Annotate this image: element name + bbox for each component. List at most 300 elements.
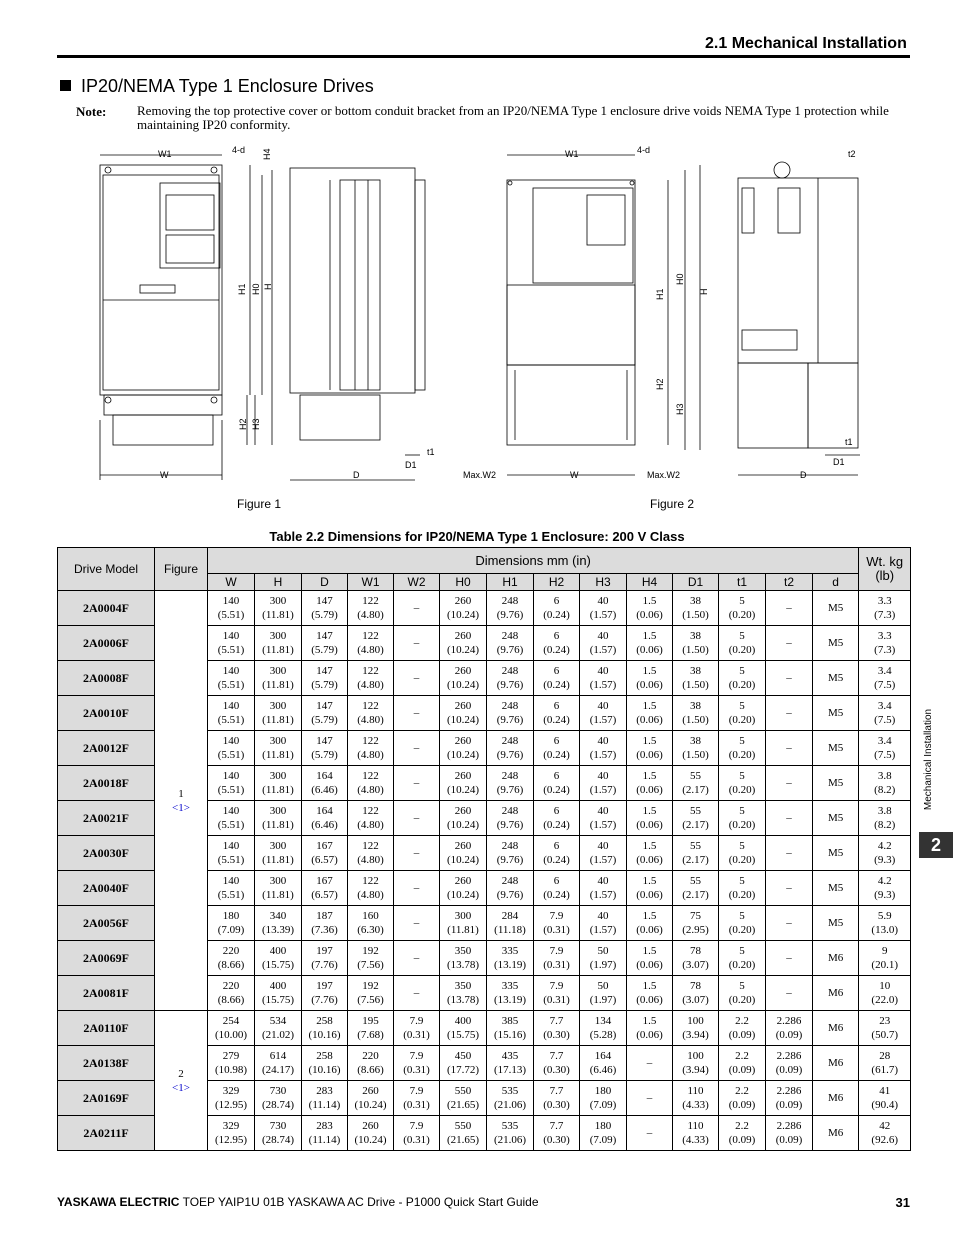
cell-mm: 220 [222,945,240,957]
footnote-ref-link[interactable]: <1> [172,801,190,814]
dimension-cell [766,871,813,906]
cell-in: (0.24) [543,784,570,796]
dimension-cell [255,591,302,626]
cell-mm: 300 [454,910,472,922]
cell-in: (9.76) [496,819,524,831]
dimension-cell [627,591,673,626]
cell-mm: 38 [690,665,701,677]
dimension-cell [302,1081,348,1116]
label-h0: H0 [251,283,261,295]
cell-mm: 329 [222,1120,240,1132]
weight-kg: 41 [879,1085,891,1097]
dimension-cell [208,591,255,626]
weight-kg: 9 [881,945,888,957]
cell-in: (6.46) [311,819,338,831]
dimension-cell [813,591,859,626]
drive-model-cell: 2A0069F [58,941,155,976]
note-label: Note: [76,104,107,119]
dimension-cell [348,1081,394,1116]
cell-in: (5.79) [311,749,338,761]
dimension-cell [302,906,348,941]
dimension-cell [580,766,627,801]
dimension-cell [487,661,534,696]
cell-mm: 400 [269,980,287,992]
column-header: t1 [719,574,766,591]
dimension-cell [255,1116,302,1151]
dimension-cell [487,1046,534,1081]
cell-mm: 180 [594,1120,612,1132]
cell-mm: 2.286 [776,1015,802,1027]
cell-mm: 7.9 [409,1015,424,1027]
cell-mm: 7.7 [549,1085,564,1097]
dimension-cell [580,1116,627,1151]
weight-kg: 3.4 [877,665,892,677]
dimension-cell [487,801,534,836]
cell-in: (0.06) [636,994,663,1006]
cell-in: (4.80) [357,609,384,621]
cell-in: (12.95) [214,1134,248,1146]
cell-mm: 38 [690,735,701,747]
dimension-cell [673,941,719,976]
cell-mm: M5 [827,637,844,649]
cell-mm: – [646,1057,653,1069]
dimension-cell [440,976,487,1011]
cell-in: (2.17) [682,889,709,901]
dimension-cell [255,1011,302,1046]
dimension-cell [719,976,766,1011]
dimension-cell [348,626,394,661]
cell-mm: 7.7 [549,1015,564,1027]
dimension-cell [627,941,673,976]
note-text: Removing the top protective cover or bottom conduit bracket from an IP20/NEMA Type 1 enclosure drive voids NEMA Type 1 protection while maintaining IP20 conformity. [137,103,889,132]
dimension-cell [487,1116,534,1151]
dimension-cell [208,871,255,906]
cell-in: (4.80) [357,644,384,656]
cell-mm: 300 [269,595,287,607]
cell-in: (1.97) [589,994,617,1006]
dimension-cell [534,1081,580,1116]
cell-mm: 6 [553,665,560,677]
dimension-cell [719,731,766,766]
cell-mm: 164 [316,805,333,817]
cell-in: (2.17) [682,784,709,796]
label-h-fig2: H [699,288,709,295]
cell-in: (11.81) [262,679,294,691]
cell-mm: 2.286 [776,1085,802,1097]
cell-mm: 40 [597,630,609,642]
dimension-cell [766,1046,813,1081]
cell-mm: 55 [690,770,701,782]
dimension-cell [766,591,813,626]
dimension-cell [302,976,348,1011]
square-bullet-icon [60,80,71,91]
column-header: D1 [673,574,719,591]
dimension-cell [534,591,580,626]
dimension-cell [255,801,302,836]
dimension-cell [719,906,766,941]
cell-mm: 335 [501,980,519,992]
dimension-cell [719,801,766,836]
label-t1: t1 [427,447,435,457]
cell-in: (10.24) [446,679,480,691]
cell-mm: M6 [827,1057,844,1069]
cell-in: (10.24) [354,1099,387,1111]
cell-mm: – [786,847,792,859]
label-h0-fig2: H0 [675,273,685,285]
cell-mm: 180 [222,910,240,922]
cell-in: (0.09) [728,1064,756,1076]
cell-in: (3.07) [682,994,709,1006]
cell-mm: M6 [827,952,844,964]
cell-mm: M6 [827,1022,844,1034]
footer-brand: YASKAWA ELECTRIC [57,1195,180,1209]
cell-in: (13.19) [493,994,527,1006]
column-header: D [302,574,348,591]
cell-in: (0.06) [636,679,663,691]
dimension-cell [534,696,580,731]
column-header: H0 [440,574,487,591]
cell-in: (5.51) [217,889,245,901]
dimension-cell [766,696,813,731]
dimension-cell [766,976,813,1011]
dimension-cell [580,801,627,836]
cell-in: (0.20) [728,609,756,621]
cell-in: (10.16) [308,1064,341,1076]
dimension-cell [813,696,859,731]
cell-mm: 260 [454,805,472,817]
cell-in: (9.76) [496,889,524,901]
cell-in: (4.80) [357,854,384,866]
cell-mm: 55 [690,805,701,817]
footnote-ref-link[interactable]: <1> [172,1081,190,1094]
dimension-cell [627,1046,673,1081]
dimension-cell [302,1116,348,1151]
cell-in: (1.57) [589,609,617,621]
drive-model-cell: 2A0012F [58,731,155,766]
cell-in: (7.36) [311,924,338,936]
dimension-cell [719,591,766,626]
cell-mm: 535 [501,1085,519,1097]
cell-in: (0.31) [543,994,570,1006]
dimension-cell [766,906,813,941]
cell-in: (1.57) [589,644,617,656]
dimension-cell [580,871,627,906]
cell-in: (15.75) [446,1029,480,1041]
weight-lb: (92.6) [871,1134,898,1146]
dimension-cell [440,836,487,871]
cell-mm: 6 [553,770,560,782]
dimension-cell [766,766,813,801]
cell-in: (10.16) [308,1029,341,1041]
cell-mm: 2.2 [735,1015,749,1027]
cell-in: (15.75) [261,994,295,1006]
dimension-cell [394,696,440,731]
cell-in: (6.57) [311,889,338,901]
cell-in: (1.50) [682,749,709,761]
cell-mm: – [413,742,420,754]
dimension-cell [813,906,859,941]
cell-mm: 248 [501,595,519,607]
label-h2-fig2: H2 [655,378,665,390]
cell-in: (4.80) [357,889,384,901]
weight-cell [859,906,911,941]
cell-in: (5.79) [311,644,338,656]
cell-mm: 100 [687,1050,704,1062]
weight-kg: 3.3 [877,595,892,607]
cell-mm: 300 [269,770,287,782]
dimension-cell [255,836,302,871]
weight-kg: 28 [879,1050,891,1062]
cell-in: (4.80) [357,679,384,691]
cell-in: (1.57) [589,854,617,866]
weight-cell [859,836,911,871]
dimension-cell [580,1046,627,1081]
cell-mm: 1.5 [642,875,657,887]
cell-in: (17.72) [446,1064,480,1076]
cell-mm: 1.5 [642,910,657,922]
weight-kg: 3.3 [877,630,892,642]
cell-in: (0.30) [543,1064,570,1076]
cell-in: (1.50) [682,714,709,726]
dimension-cell [255,1081,302,1116]
cell-in: (7.09) [589,1134,617,1146]
dimension-cell [440,731,487,766]
cell-mm: M5 [827,917,844,929]
table-row [58,591,911,626]
dimension-cell [255,696,302,731]
cell-mm: 5 [739,630,745,642]
cell-in: (0.30) [543,1134,570,1146]
cell-mm: 40 [597,875,609,887]
cell-mm: 550 [454,1085,472,1097]
dimension-cell [394,941,440,976]
dimension-cell [673,801,719,836]
cell-in: (0.30) [543,1029,570,1041]
header-figure: Figure [155,548,208,591]
label-4d-fig2: 4-d [637,145,651,155]
dimension-cell [394,1046,440,1081]
cell-mm: 7.9 [409,1085,424,1097]
cell-mm: 248 [501,875,519,887]
dimension-cell [348,731,394,766]
column-header: H2 [534,574,580,591]
dimension-cell [440,696,487,731]
cell-mm: 260 [362,1085,379,1097]
dimension-cell [440,1081,487,1116]
weight-lb: (9.3) [874,889,896,901]
cell-mm: 110 [687,1120,704,1132]
cell-mm: 167 [316,840,333,852]
cell-mm: 260 [454,700,472,712]
dimension-cell [208,976,255,1011]
weight-lb: (7.5) [874,714,896,726]
cell-in: (4.80) [357,714,384,726]
cell-mm: 140 [222,630,240,642]
label-t1-fig2: t1 [845,437,853,447]
cell-in: (0.06) [636,749,663,761]
cell-mm: 195 [362,1015,379,1027]
cell-in: (0.06) [636,784,663,796]
table-row [58,1011,911,1046]
dimension-cell [766,1011,813,1046]
cell-in: (0.31) [403,1134,430,1146]
dimension-cell [580,591,627,626]
label-w1: W1 [158,149,172,159]
cell-mm: 260 [454,665,472,677]
cell-in: (10.24) [446,784,480,796]
dimension-cell [534,1116,580,1151]
weight-lb: (7.5) [874,679,896,691]
dimension-cell [487,1081,534,1116]
cell-mm: 5 [739,700,745,712]
dimension-cell [394,766,440,801]
column-header: W [208,574,255,591]
drive-model-cell: 2A0110F [58,1011,155,1046]
dimension-cell [673,906,719,941]
chapter-number: 2 [919,832,953,858]
dimension-cell [673,661,719,696]
figure-cell [155,1011,208,1151]
cell-in: (7.09) [589,1099,617,1111]
cell-mm: 6 [553,840,560,852]
page-number: 31 [895,1195,910,1210]
label-w1-fig2: W1 [565,149,579,159]
cell-mm: 122 [362,770,379,782]
cell-in: (0.09) [775,1064,803,1076]
cell-in: (21.65) [446,1099,480,1111]
cell-in: (0.09) [728,1134,756,1146]
dimension-cell [580,976,627,1011]
dimension-cell [487,976,534,1011]
label-h1: H1 [237,283,247,295]
dimension-cell [719,1081,766,1116]
drive-model-cell: 2A0018F [58,766,155,801]
weight-lb: (61.7) [871,1064,898,1076]
cell-in: (7.56) [357,959,384,971]
figure-1-caption: Figure 1 [237,497,282,511]
dimension-cell [673,1046,719,1081]
cell-in: (0.30) [543,1099,570,1111]
dimension-cell [534,836,580,871]
dimension-cell [208,1116,255,1151]
cell-mm: 38 [690,700,701,712]
cell-in: (11.14) [308,1134,341,1146]
dimension-cell [534,941,580,976]
dimension-cell [580,1011,627,1046]
cell-mm: – [646,1127,653,1139]
cell-in: (5.51) [217,714,245,726]
weight-kg: 10 [879,980,891,992]
cell-mm: 38 [690,630,701,642]
cell-mm: – [413,602,420,614]
dimension-cell [302,626,348,661]
heading [60,76,374,97]
dimension-cell [302,801,348,836]
cell-in: (11.81) [262,644,294,656]
cell-in: (13.19) [493,959,527,971]
cell-in: (0.31) [403,1064,430,1076]
dimension-cell [813,941,859,976]
cell-mm: 300 [269,805,287,817]
dimension-cell [534,1046,580,1081]
dimension-cell [534,906,580,941]
cell-in: (9.76) [496,644,524,656]
dimension-cell [580,836,627,871]
dimension-cell [813,766,859,801]
cell-mm: 167 [316,875,333,887]
cell-mm: – [413,917,420,929]
cell-mm: 5 [739,770,745,782]
cell-mm: 400 [269,945,287,957]
cell-in: (0.31) [543,924,570,936]
cell-in: (0.31) [403,1029,430,1041]
cell-in: (5.51) [217,784,245,796]
cell-in: (15.75) [261,959,295,971]
cell-in: (5.79) [311,679,338,691]
cell-mm: 140 [222,875,240,887]
cell-in: (15.16) [493,1029,527,1041]
cell-mm: 1.5 [642,840,657,852]
cell-mm: 5 [739,840,745,852]
cell-in: (1.97) [589,959,617,971]
cell-in: (10.24) [446,854,480,866]
dimension-cell [580,626,627,661]
dimension-cell [348,906,394,941]
cell-mm: M5 [827,742,844,754]
dimension-cell [534,626,580,661]
cell-mm: 1.5 [642,735,657,747]
weight-lb: (22.0) [871,994,898,1006]
cell-in: (0.20) [728,784,756,796]
dimension-cell [627,626,673,661]
dimension-cell [534,766,580,801]
dimension-cell [766,731,813,766]
dimension-cell [394,836,440,871]
cell-mm: 7.7 [549,1120,564,1132]
dimension-cell [719,941,766,976]
column-header: H1 [487,574,534,591]
cell-in: (0.06) [636,644,663,656]
cell-in: (9.76) [496,749,524,761]
cell-in: (1.50) [682,609,709,621]
cell-mm: 730 [269,1120,287,1132]
cell-in: (8.66) [217,994,245,1006]
cell-mm: M5 [827,847,844,859]
cell-mm: – [413,812,420,824]
cell-mm: 248 [501,735,519,747]
drive-model-cell: 2A0004F [58,591,155,626]
dimension-cell [487,626,534,661]
cell-mm: 5 [739,665,745,677]
dimension-cell [766,941,813,976]
cell-mm: 435 [501,1050,519,1062]
dimension-cell [580,661,627,696]
footer-doc [57,1195,539,1209]
dimension-cell [813,836,859,871]
cell-in: (21.06) [493,1134,527,1146]
cell-mm: 192 [362,945,379,957]
cell-mm: 38 [690,595,701,607]
cell-in: (0.24) [543,854,570,866]
weight-cell [859,976,911,1011]
cell-in: (2.17) [682,819,709,831]
dimension-cell [440,871,487,906]
cell-mm: 5 [739,595,745,607]
cell-mm: 40 [597,840,609,852]
cell-mm: 192 [362,980,379,992]
dimension-cell [440,1011,487,1046]
fig1-side-view [290,168,425,440]
